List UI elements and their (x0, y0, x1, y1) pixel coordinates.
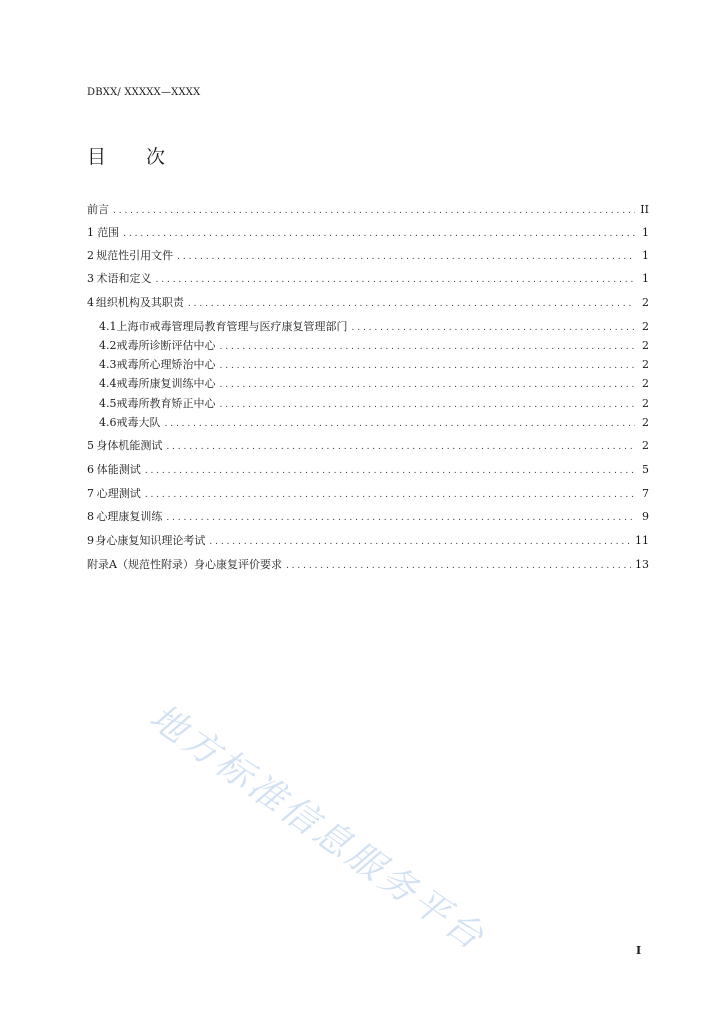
toc-entry-number: 4.4 (99, 377, 117, 390)
toc-entry-label: 前言 (87, 203, 109, 216)
toc-entry-page: 11 (635, 534, 649, 547)
toc-entry-label: 心理康复训练 (96, 510, 163, 523)
toc-entry-label: 戒毒所诊断评估中心 (116, 339, 216, 352)
toc-entry-label: 心理测试 (96, 487, 141, 500)
toc-entry-label: 规范性引用文件 (96, 249, 174, 262)
toc-entry-number: 2 (87, 249, 94, 262)
toc-entry-foreword[interactable] (87, 202, 649, 218)
dot-leader (123, 226, 635, 242)
toc-entry-9[interactable] (87, 533, 649, 549)
toc-entry-7[interactable] (87, 486, 649, 502)
dot-leader (145, 487, 635, 503)
document-code: DBXX/ XXXXX—XXXX (87, 87, 201, 98)
toc-title-right: 次 (146, 146, 166, 168)
toc-entry-3[interactable] (87, 271, 649, 287)
dot-leader (209, 534, 631, 550)
toc-entry-number: 6 (87, 463, 94, 476)
toc-entry-number: 7 (87, 487, 94, 500)
toc-entry-number: 4 (87, 296, 94, 309)
dot-leader (220, 358, 636, 374)
toc-entry-2[interactable] (87, 248, 649, 264)
toc-entry-page: 2 (642, 439, 649, 452)
dot-leader (220, 339, 636, 355)
toc-entry-label: 附录A（规范性附录）身心康复评价要求 (87, 558, 282, 571)
toc-entry-number: 9 (87, 534, 94, 547)
toc-entry-number: 8 (87, 510, 94, 523)
toc-entry-page: 2 (642, 358, 649, 371)
toc-entry-5[interactable] (87, 438, 649, 454)
toc-entry-number: 3 (87, 272, 94, 285)
toc-entry-number: 4.1 (99, 320, 117, 333)
dot-leader (352, 320, 636, 336)
toc-entry-page: 5 (642, 463, 649, 476)
toc-title-left: 目 (87, 146, 107, 168)
dot-leader (286, 558, 631, 574)
toc-entry-page: 1 (642, 272, 649, 285)
toc-entry-number: 4.6 (99, 416, 117, 429)
toc-entry-8[interactable] (87, 509, 649, 525)
toc-entry-label: 戒毒大队 (116, 416, 161, 429)
toc-entry-page: 2 (642, 397, 649, 410)
toc-title (87, 142, 165, 169)
dot-leader (220, 377, 636, 393)
toc-entry-label: 戒毒所心理矫治中心 (116, 358, 216, 371)
watermark-text: 地方标准信息服务平台 (141, 696, 494, 960)
page-number: I (636, 944, 642, 957)
toc-entry-label: 身体机能测试 (96, 439, 163, 452)
toc-entry-label: 术语和定义 (96, 272, 152, 285)
toc-entry-page: 9 (642, 510, 649, 523)
dot-leader (165, 416, 636, 432)
toc-entry-page: 2 (642, 416, 649, 429)
toc-entry-label: 身心康复知识理论考试 (95, 534, 206, 547)
dot-leader (166, 510, 635, 526)
toc-entry-number: 4.2 (99, 339, 117, 352)
toc-entry-page: 1 (642, 226, 649, 239)
toc-entry-6[interactable] (87, 462, 649, 478)
toc-entry-page: 1 (642, 249, 649, 262)
toc-entry-4-1[interactable] (99, 319, 649, 335)
toc-entry-label: 戒毒所教育矫正中心 (116, 397, 216, 410)
toc-entry-label: 组织机构及其职责 (95, 296, 184, 309)
toc-entry-number: 4.3 (99, 358, 117, 371)
toc-entry-label: 戒毒所康复训练中心 (116, 377, 216, 390)
dot-leader (166, 439, 635, 455)
toc-entry-4-2[interactable] (99, 338, 649, 354)
toc-entry-page: II (640, 203, 649, 216)
toc-entry-appendix-a[interactable] (87, 557, 649, 573)
toc-entry-label: 上海市戒毒管理局教育管理与医疗康复管理部门 (116, 320, 348, 333)
toc-entry-4-6[interactable] (99, 415, 649, 431)
dot-leader (177, 249, 635, 265)
toc-entry-label: 范围 (97, 226, 120, 239)
dot-leader (113, 203, 635, 219)
toc-entry-4[interactable] (87, 295, 649, 311)
toc-entry-page: 2 (642, 339, 649, 352)
toc-entry-page: 2 (642, 320, 649, 333)
toc-entry-1[interactable] (87, 225, 649, 241)
toc-entry-number: 5 (87, 439, 94, 452)
toc-entry-4-3[interactable] (99, 357, 649, 373)
toc-entry-4-5[interactable] (99, 396, 649, 412)
dot-leader (145, 463, 635, 479)
toc-entry-page: 13 (635, 558, 649, 571)
dot-leader (220, 397, 636, 413)
toc-entry-page: 2 (642, 377, 649, 390)
toc-entry-number: 1 (87, 226, 94, 239)
toc-entry-page: 2 (642, 296, 649, 309)
toc-entry-4-4[interactable] (99, 376, 649, 392)
toc-entry-label: 体能测试 (96, 463, 141, 476)
toc-entry-page: 7 (642, 487, 649, 500)
toc-entry-number: 4.5 (99, 397, 117, 410)
dot-leader (156, 272, 635, 288)
dot-leader (188, 296, 635, 312)
